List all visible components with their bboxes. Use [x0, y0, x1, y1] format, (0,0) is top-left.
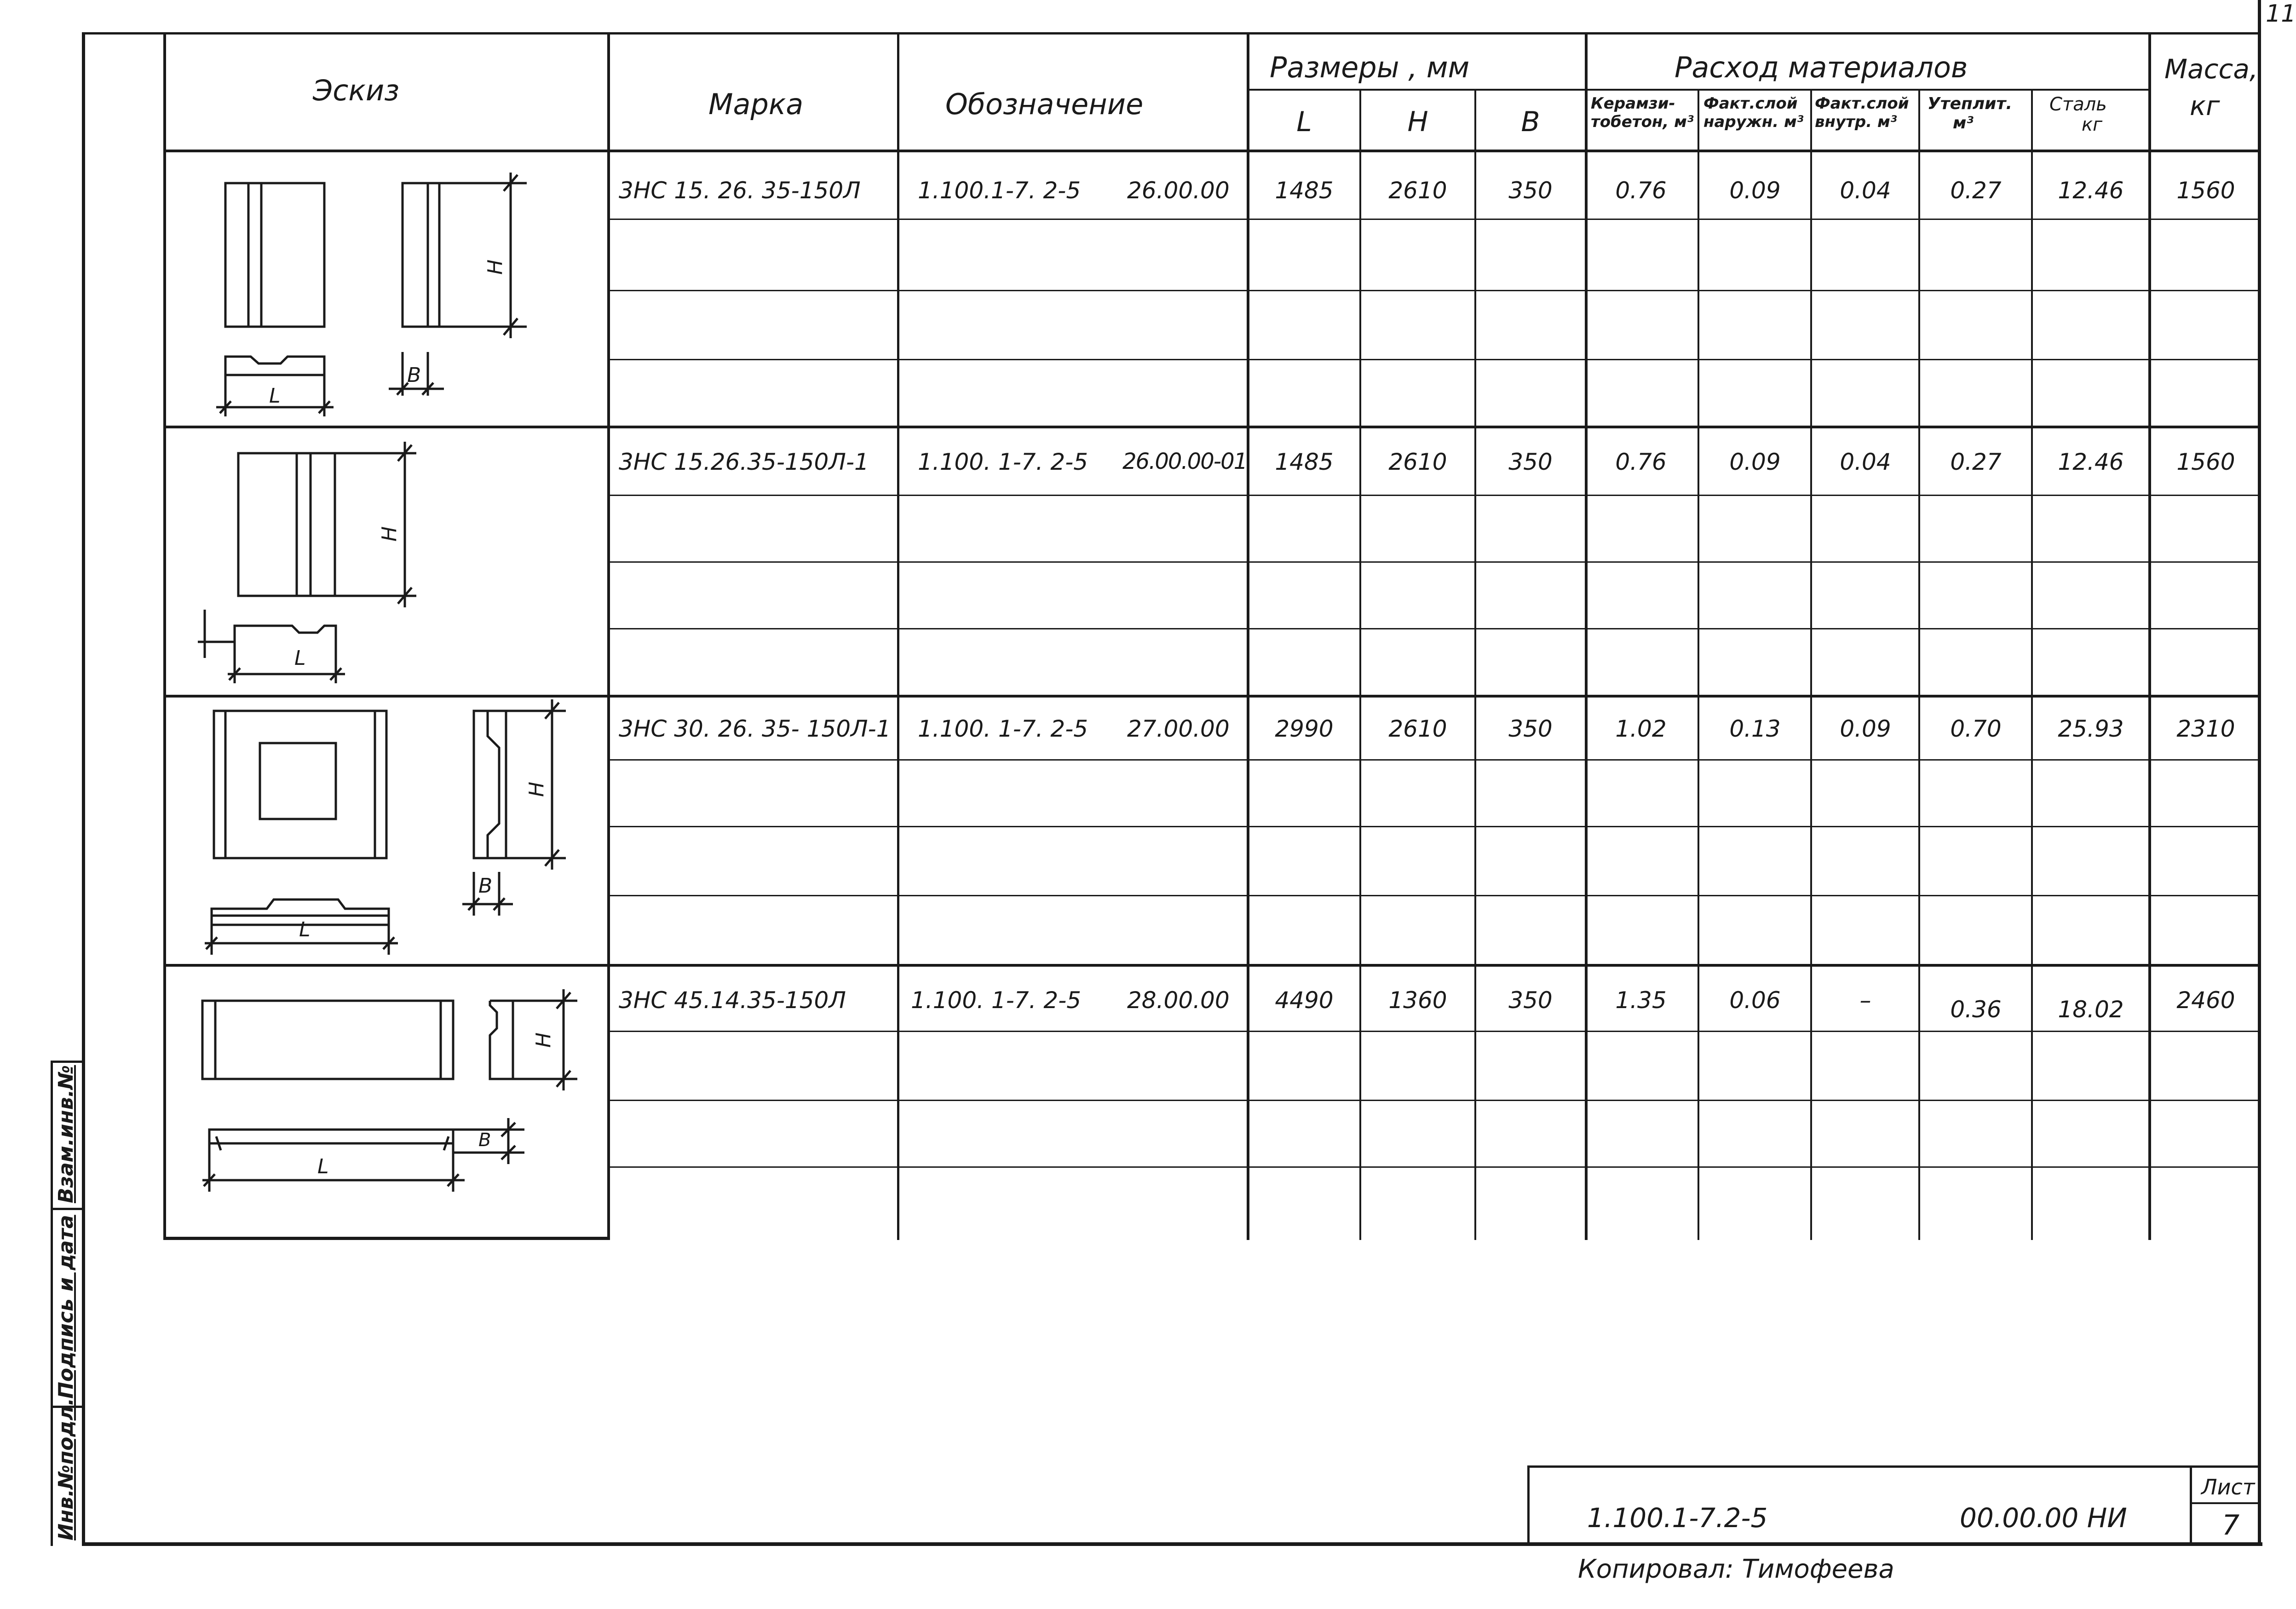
row-designation-code: 28.00.00 — [1127, 987, 1230, 1014]
header-mat-insul-1: Утеплит. — [1928, 94, 2013, 113]
side-stamp-sign-date: Подпись и дата — [54, 1215, 78, 1399]
row-size-l: 2990 — [1275, 715, 1334, 742]
header-mat-outer-1: Факт.слой — [1703, 94, 1798, 113]
row-mass: 2460 — [2176, 987, 2235, 1014]
row-size-l: 1485 — [1275, 449, 1334, 475]
row-inner: 0.09 — [1840, 715, 1891, 742]
row-designation: 1.100. 1-7. 2-5 — [918, 449, 1088, 475]
sketch-label-h: H — [378, 526, 402, 542]
row-insul: 0.27 — [1950, 449, 2002, 475]
title-sheet-label: Лист — [2201, 1475, 2255, 1499]
row-mass: 1560 — [2176, 177, 2235, 204]
row-steel: 25.93 — [2058, 715, 2124, 742]
row-size-b: 350 — [1508, 177, 1553, 204]
side-stamp-inv-orig: Инв.№подл. — [54, 1398, 78, 1540]
header-size-b: B — [1521, 106, 1540, 138]
sketch-label-b: B — [407, 363, 421, 387]
row-claydite: 1.02 — [1615, 715, 1667, 742]
row-outer: 0.06 — [1729, 987, 1781, 1014]
row-size-b: 350 — [1508, 449, 1553, 475]
row-designation-code: 26.00.00-01 — [1122, 449, 1247, 474]
header-mat-claydite-2: тобетон, м³ — [1591, 113, 1694, 131]
header-mark: Марка — [708, 87, 804, 121]
header-mat-inner-2: внутр. м³ — [1815, 113, 1897, 131]
header-mass-2: кг — [2190, 90, 2220, 121]
header-mat-steel-1: Сталь — [2049, 94, 2107, 115]
row-size-l: 1485 — [1275, 177, 1334, 204]
sketch-label-b: B — [478, 1130, 491, 1151]
row-claydite: 0.76 — [1615, 449, 1667, 475]
row-outer: 0.09 — [1729, 177, 1781, 204]
sketch-label-h: H — [483, 259, 507, 275]
row-designation: 1.100. 1-7. 2-5 — [911, 987, 1082, 1014]
row-steel: 12.46 — [2058, 449, 2124, 475]
header-materials: Расход материалов — [1675, 51, 1968, 84]
title-doc-code: 1.100.1-7.2-5 — [1587, 1502, 1768, 1534]
row-size-h: 2610 — [1388, 177, 1447, 204]
row-designation-code: 26.00.00 — [1127, 177, 1230, 204]
row-size-h: 1360 — [1388, 987, 1447, 1014]
header-mat-inner-1: Факт.слой — [1815, 94, 1909, 113]
title-sheet-number: 7 — [2222, 1509, 2240, 1541]
row-size-l: 4490 — [1275, 987, 1334, 1014]
sketch-label-l: L — [294, 646, 306, 670]
row-size-h: 2610 — [1388, 449, 1447, 475]
row-insul: 0.70 — [1950, 715, 2002, 742]
sheet-corner-number: 11 — [2266, 0, 2296, 28]
header-mass-1: Масса, — [2164, 53, 2258, 85]
sketch-label-h: H — [532, 1032, 556, 1048]
row-insul: 0.36 — [1950, 996, 2002, 1023]
header-mat-outer-2: наружн. м³ — [1703, 113, 1804, 131]
row-steel: 18.02 — [2058, 996, 2124, 1023]
copied-by: Копировал: Тимофеева — [1578, 1554, 1894, 1584]
row-size-h: 2610 — [1388, 715, 1447, 742]
row-inner: – — [1859, 987, 1871, 1014]
header-size-h: H — [1407, 106, 1428, 138]
header-sizes: Размеры , мм — [1270, 51, 1470, 84]
row-designation-code: 27.00.00 — [1127, 715, 1230, 742]
header-size-l: L — [1296, 106, 1312, 138]
header-mat-claydite-1: Керамзи- — [1591, 94, 1675, 113]
row-outer: 0.13 — [1729, 715, 1781, 742]
row-outer: 0.09 — [1729, 449, 1781, 475]
sketch-label-l: L — [299, 918, 311, 941]
header-designation: Обозначение — [945, 87, 1144, 121]
row-mass: 1560 — [2176, 449, 2235, 475]
row-mark: 3НС 15. 26. 35-150Л — [619, 177, 861, 204]
row-steel: 12.46 — [2058, 177, 2124, 204]
row-designation: 1.100.1-7. 2-5 — [918, 177, 1081, 204]
row-mark: 3НС 45.14.35-150Л — [619, 987, 846, 1014]
header-mat-insul-2: м³ — [1953, 114, 1974, 133]
header-mat-steel-2: кг — [2082, 114, 2103, 135]
title-doc-suffix: 00.00.00 НИ — [1960, 1502, 2127, 1534]
side-stamp-replace-inv: Взам.инв.№ — [54, 1065, 78, 1203]
row-claydite: 0.76 — [1615, 177, 1667, 204]
row-inner: 0.04 — [1840, 177, 1891, 204]
row-inner: 0.04 — [1840, 449, 1891, 475]
row-insul: 0.27 — [1950, 177, 2002, 204]
sketch-label-h: H — [525, 781, 549, 797]
row-mark: 3НС 15.26.35-150Л-1 — [619, 449, 869, 475]
row-mass: 2310 — [2176, 715, 2235, 742]
header-sketch: Эскиз — [313, 74, 400, 107]
sketch-label-b: B — [478, 874, 493, 898]
row-size-b: 350 — [1508, 715, 1553, 742]
row-size-b: 350 — [1508, 987, 1553, 1014]
row-claydite: 1.35 — [1615, 987, 1667, 1014]
sketch-label-l: L — [317, 1155, 329, 1178]
row-designation: 1.100. 1-7. 2-5 — [918, 715, 1088, 742]
row-mark: 3НС 30. 26. 35- 150Л-1 — [619, 715, 891, 742]
sketch-label-l: L — [269, 384, 281, 408]
